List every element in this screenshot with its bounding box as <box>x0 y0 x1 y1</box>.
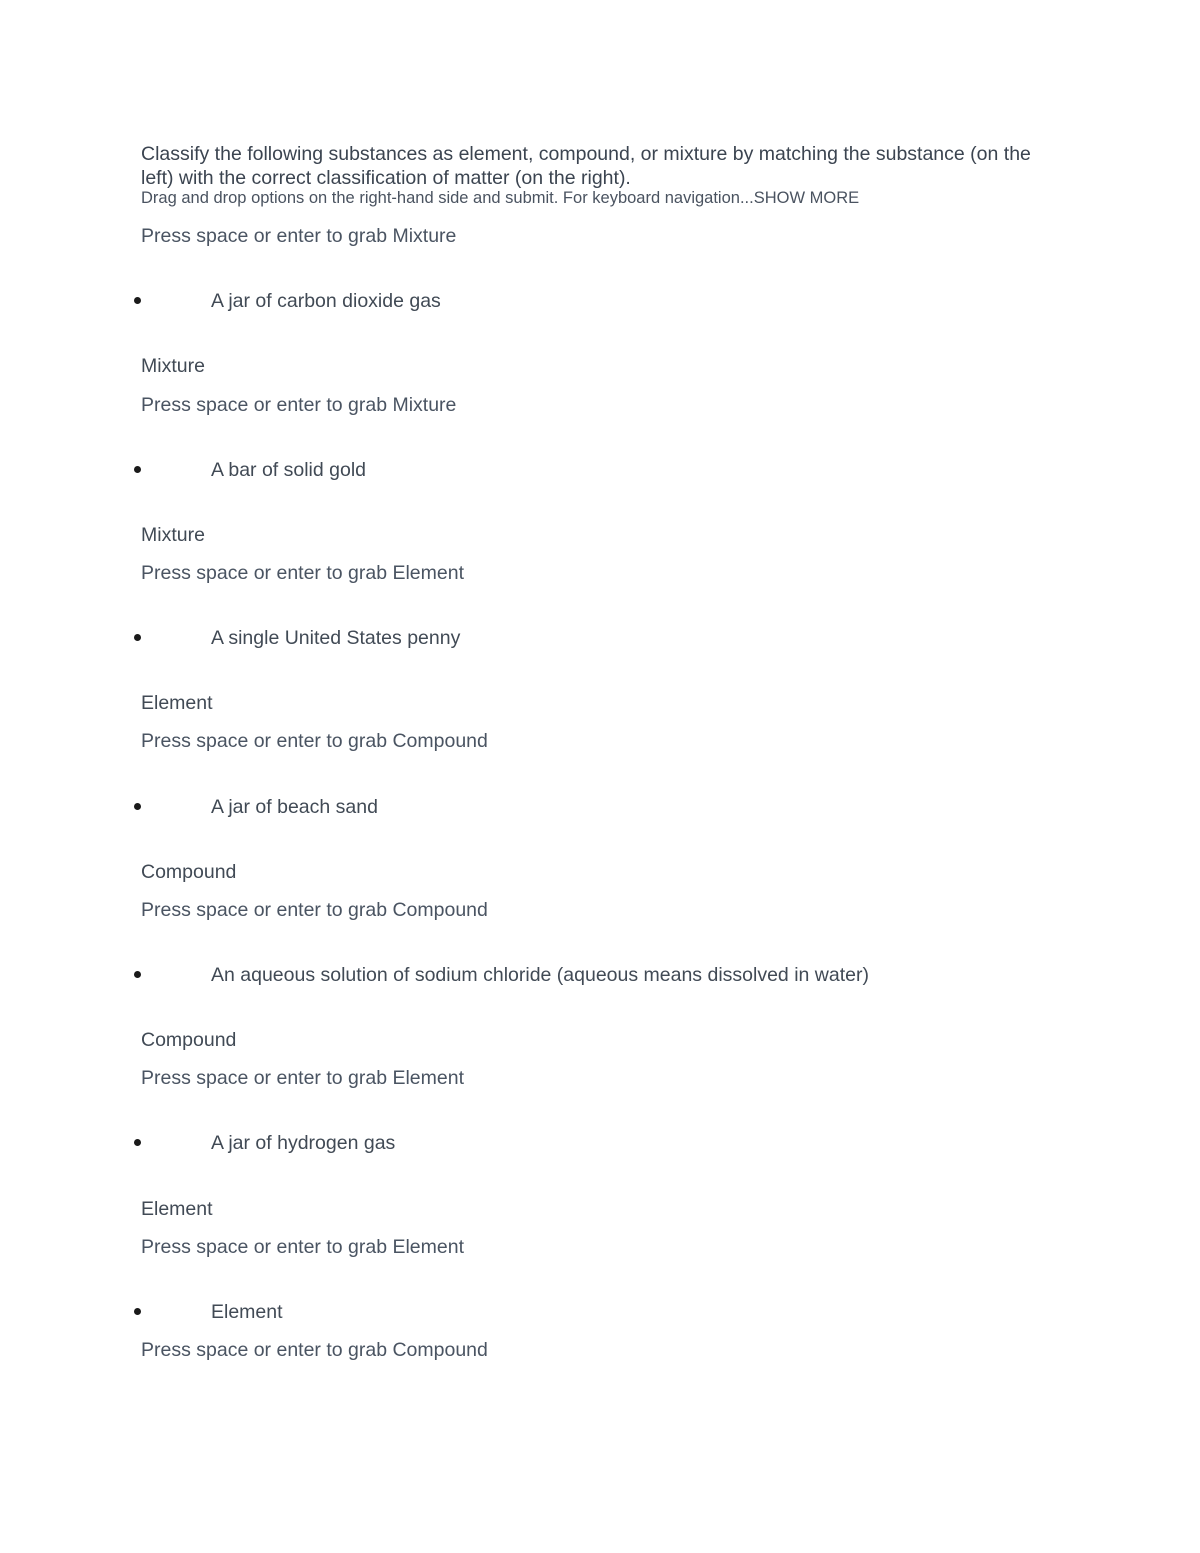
classification-answer[interactable]: Compound <box>141 1029 237 1051</box>
question-text: Classify the following substances as element, compound, or mixture by matching the substance (on the left) with the correct classification of matter (on the right). <box>141 143 1031 189</box>
substance-label: A jar of hydrogen gas <box>211 1132 396 1154</box>
grab-prompt[interactable]: Press space or enter to grab Compound <box>141 1339 488 1361</box>
grab-prompt[interactable]: Press space or enter to grab Element <box>141 562 464 584</box>
bullet-icon <box>134 466 141 473</box>
list-item <box>0 1300 1200 1324</box>
instructions-text[interactable]: Drag and drop options on the right-hand side and submit. For keyboard navigation...SHOW MORE <box>141 189 860 207</box>
list-item <box>0 1131 1200 1155</box>
list-item <box>0 795 1200 819</box>
grab-prompt[interactable]: Press space or enter to grab Element <box>141 1236 464 1258</box>
substance-label: A jar of beach sand <box>211 796 378 818</box>
classification-answer[interactable]: Element <box>141 1198 213 1220</box>
grab-prompt[interactable]: Press space or enter to grab Mixture <box>141 394 457 416</box>
grab-prompt[interactable]: Press space or enter to grab Mixture <box>141 225 457 247</box>
list-item <box>0 963 1200 987</box>
classification-answer[interactable]: Mixture <box>141 355 205 377</box>
classification-answer[interactable]: Mixture <box>141 524 205 546</box>
grab-prompt[interactable]: Press space or enter to grab Compound <box>141 730 488 752</box>
substance-label: A bar of solid gold <box>211 459 367 481</box>
classification-answer[interactable]: Element <box>141 692 213 714</box>
bullet-icon <box>134 1139 141 1146</box>
grab-prompt[interactable]: Press space or enter to grab Element <box>141 1067 464 1089</box>
substance-label: Element <box>211 1301 283 1323</box>
substance-label: An aqueous solution of sodium chloride (aqueous means dissolved in water) <box>211 964 869 986</box>
bullet-icon <box>134 803 141 810</box>
bullet-icon <box>134 971 141 978</box>
grab-prompt[interactable]: Press space or enter to grab Compound <box>141 899 488 921</box>
classification-answer[interactable]: Compound <box>141 861 237 883</box>
list-item <box>0 289 1200 313</box>
bullet-icon <box>134 634 141 641</box>
substance-label: A jar of carbon dioxide gas <box>211 290 441 312</box>
bullet-icon <box>134 297 141 304</box>
list-item <box>0 458 1200 482</box>
substance-label: A single United States penny <box>211 627 461 649</box>
bullet-icon <box>134 1308 141 1315</box>
list-item <box>0 626 1200 650</box>
